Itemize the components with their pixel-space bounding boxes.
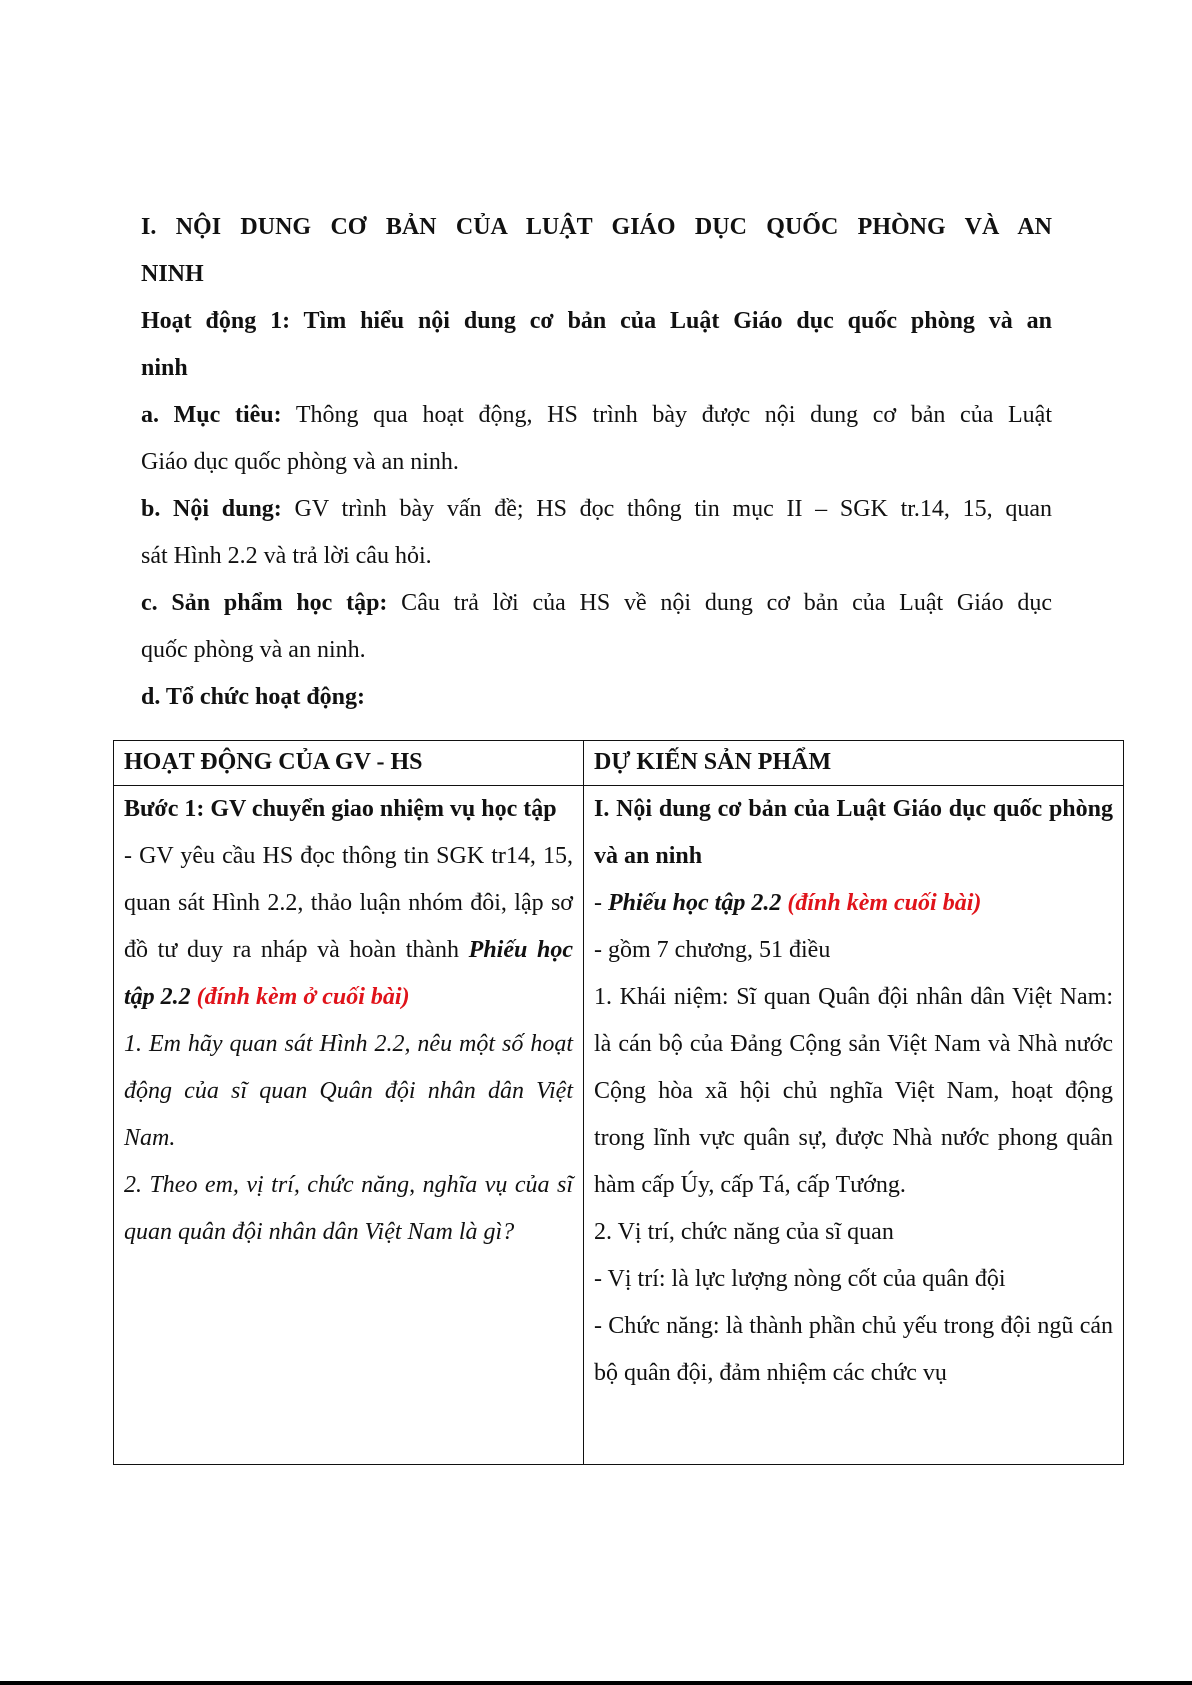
step-title: Bước 1: GV chuyển giao nhiệm vụ học tập — [124, 796, 557, 822]
product-function: - Chức năng: là thành phần chủ yếu trong đội ngũ cán bộ quân đội, đảm nhiệm các chức vụ — [594, 1313, 1113, 1386]
header-expected-product: DỰ KIẾN SẢN PHẨM — [584, 741, 1124, 786]
product-line1 — [141, 580, 1052, 627]
product-label: c. Sản phẩm học tập: — [141, 590, 388, 616]
activity-title-line2: ninh — [141, 355, 188, 381]
product-position-title: 2. Vị trí, chức năng của sĩ quan — [594, 1219, 894, 1245]
product-worksheet — [594, 880, 1113, 927]
content-label: b. Nội dung: — [141, 496, 282, 522]
table-row — [114, 786, 1124, 1465]
product-concept: 1. Khái niệm: Sĩ quan Quân đội nhân dân Việt Nam: là cán bộ của Đảng Cộng sản Việt Nam và Nhà nước Cộng hòa xã hội chủ nghĩa Việt Nam, hoạt động trong lĩnh vực quân sự, được Nhà nước phong quân hàm cấp Úy, cấp Tá, cấp Tướng. — [594, 984, 1113, 1198]
organize-label: d. Tổ chức hoạt động: — [141, 684, 366, 710]
product-text: Câu trả lời của HS về nội dung cơ bản của Luật Giáo dục — [387, 590, 1052, 616]
section-title-line2: NINH — [141, 261, 204, 287]
product-position: - Vị trí: là lực lượng nòng cốt của quân đội — [594, 1266, 1006, 1292]
question-2: 2. Theo em, vị trí, chức năng, nghĩa vụ của sĩ quan quân đội nhân dân Việt Nam là gì? — [124, 1172, 573, 1245]
document-body — [141, 204, 1052, 721]
table-header-row — [114, 741, 1124, 786]
content-line2: sát Hình 2.2 và trả lời câu hỏi. — [141, 543, 432, 569]
worksheet-note-right: (đính kèm cuối bài) — [781, 890, 982, 916]
question-1: 1. Em hãy quan sát Hình 2.2, nêu một số hoạt động của sĩ quan Quân đội nhân dân Việt Nam. — [124, 1031, 573, 1151]
instruction — [124, 833, 573, 1021]
expected-product-cell — [584, 786, 1124, 1465]
activity-title-line1: Hoạt động 1: Tìm hiểu nội dung cơ bản của Luật Giáo dục quốc phòng và an — [141, 308, 1052, 334]
goal-line2: Giáo dục quốc phòng và an ninh. — [141, 449, 459, 475]
goal-text: Thông qua hoạt động, HS trình bày được nội dung cơ bản của Luật — [281, 402, 1052, 428]
product-heading: I. Nội dung cơ bản của Luật Giáo dục quốc phòng và an ninh — [594, 796, 1113, 869]
worksheet-note: (đính kèm ở cuối bài) — [190, 984, 410, 1010]
activity-table — [113, 740, 1124, 1465]
product-line2: quốc phòng và an ninh. — [141, 637, 366, 663]
worksheet-name: Phiếu học tập 2.2 — [124, 937, 573, 1010]
page-bottom-border — [0, 1681, 1192, 1685]
header-teacher-student: HOẠT ĐỘNG CỦA GV - HS — [114, 741, 584, 786]
teacher-activity-cell — [114, 786, 584, 1465]
content-text: GV trình bày vấn đề; HS đọc thông tin mục II – SGK tr.14, 15, quan — [281, 496, 1052, 522]
goal-line1 — [141, 392, 1052, 439]
worksheet-name-right: Phiếu học tập 2.2 — [608, 890, 782, 916]
worksheet-prefix: - — [594, 890, 608, 916]
goal-label: a. Mục tiêu: — [141, 402, 282, 428]
section-title-line1: I. NỘI DUNG CƠ BẢN CỦA LUẬT GIÁO DỤC QUỐC PHÒNG VÀ AN — [141, 214, 1052, 240]
content-line1 — [141, 486, 1052, 533]
instruction-text: - GV yêu cầu HS đọc thông tin SGK tr14, 15, quan sát Hình 2.2, thảo luận nhóm đôi, lập sơ đồ tư duy ra nháp và hoàn thành — [124, 843, 573, 963]
product-chapters: - gồm 7 chương, 51 điều — [594, 937, 831, 963]
